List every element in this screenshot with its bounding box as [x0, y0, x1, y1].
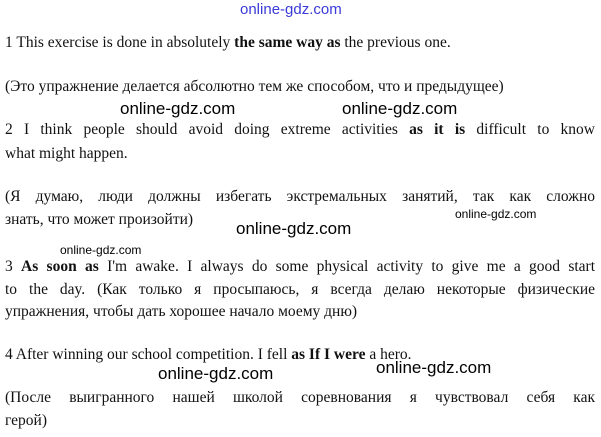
item-2-sentence: 2 I think people should avoid doing extreme activities as it is difficult to know	[5, 121, 595, 138]
item-4-sentence: 4 After winning our school competition. I fell as If I were a hero.	[5, 346, 412, 363]
watermark: online-gdz.com	[236, 219, 352, 238]
item-2-answer: as it is	[409, 121, 466, 138]
watermark: online-gdz.com	[158, 364, 274, 383]
item-3-sentence-cont: to the day. (Как только я просыпаюсь, я всегда делаю некоторые физические	[5, 281, 595, 298]
item-3-sentence: 3 As soon as I'm awake. I always do some physical activity to give me a good start	[5, 258, 596, 275]
watermark: online-gdz.com	[376, 358, 492, 377]
item-4-answer: as If I were	[291, 346, 366, 363]
watermark: online-gdz.com	[120, 99, 236, 118]
item-3-translation: упражнения, чтобы дать хорошее начало моему дню)	[5, 303, 358, 320]
item-2-translation: (Я думаю, люди должны избегать экстремальных занятий, так как сложно	[5, 188, 595, 205]
watermark: online-gdz.com	[60, 243, 142, 257]
watermark: online-gdz.com	[342, 99, 458, 118]
watermark-top: online-gdz.com	[240, 1, 342, 18]
item-4-translation-cont: герой)	[5, 412, 47, 429]
item-1-translation: (Это упражнение делается абсолютно тем же способом, что и предыдущее)	[5, 78, 504, 95]
watermark: online-gdz.com	[455, 207, 537, 221]
item-1-sentence: 1 This exercise is done in absolutely the same way as the previous one.	[5, 34, 451, 51]
item-4-translation: (После выигранного нашей школой соревнования я чувствовал себя как	[5, 389, 595, 406]
item-2-translation-cont: знать, что может произойти)	[5, 211, 194, 228]
item-2-sentence-cont: what might happen.	[5, 145, 128, 162]
item-3-answer: As soon as	[21, 258, 99, 275]
item-1-answer: the same way as	[234, 34, 341, 51]
